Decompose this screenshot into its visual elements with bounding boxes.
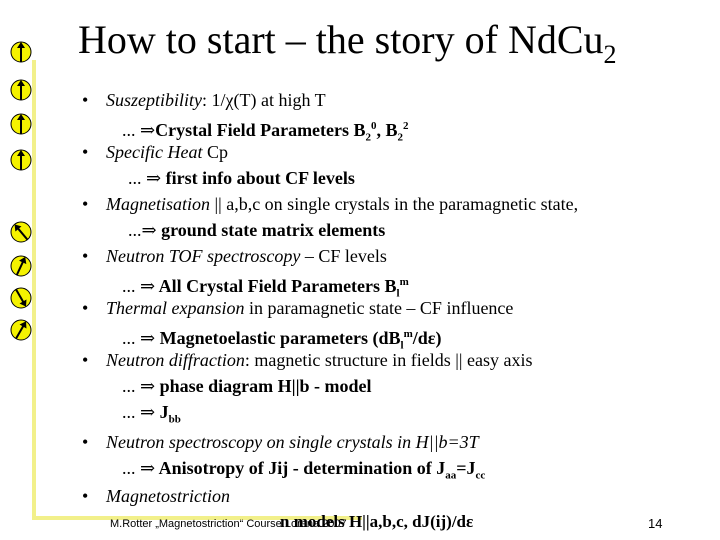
- bullet: •: [82, 298, 89, 318]
- item-specific-heat: [106, 142, 228, 162]
- result-sup: 0: [371, 120, 377, 132]
- bullet: •: [82, 246, 89, 266]
- item-neutron-diffraction: [106, 350, 532, 370]
- item-label: Neutron spectroscopy on single crystals in H||b=3T: [106, 432, 479, 452]
- arrow-tilt-left-icon: [10, 218, 32, 246]
- implies-prefix: ... ⇒: [122, 402, 156, 422]
- result-sup: 2: [403, 120, 409, 132]
- title-subscript: 2: [603, 40, 617, 69]
- implies-prefix: ... ⇒: [122, 120, 156, 140]
- result-text: phase diagram H||b - model: [155, 376, 372, 396]
- result-sub: l: [396, 287, 400, 300]
- bullet: •: [82, 142, 89, 162]
- bullet: •: [82, 486, 89, 506]
- result-sub: 2: [397, 131, 404, 144]
- result-sub: bb: [168, 413, 181, 426]
- bullet: •: [82, 350, 89, 370]
- item-neutron-tof: [106, 246, 387, 266]
- item-label: Suszeptibility: [106, 90, 202, 110]
- item-text: in paramagnetic state – CF influence: [244, 298, 514, 318]
- arrow-up-icon: [10, 76, 32, 104]
- result-text: first info about CF levels: [161, 168, 355, 188]
- item-thermal-expansion: [106, 298, 513, 318]
- result-text: All Crystal Field Parameters B: [155, 276, 397, 296]
- item-neutron-diffraction-result: [122, 376, 372, 396]
- result-text: J: [155, 402, 169, 422]
- item-text: : magnetic structure in fields || easy axis: [244, 350, 533, 370]
- implies-prefix: ... ⇒: [122, 458, 156, 478]
- result-text: =J: [456, 458, 476, 478]
- bullet: •: [82, 432, 89, 452]
- arrow-up-icon: [10, 38, 32, 66]
- arrow-tilt-right-icon: [10, 252, 32, 280]
- result-text: /dε): [412, 328, 442, 348]
- result-text: ground state matrix elements: [156, 220, 386, 240]
- result-text: Crystal Field Parameters B: [155, 120, 366, 140]
- item-text: Cp: [202, 142, 228, 162]
- arrow-tilt-right-icon: [10, 316, 32, 344]
- item-magnetisation-result: [128, 220, 385, 240]
- result-sub: l: [400, 339, 404, 352]
- result-text: Anisotropy of Jij - determination of J: [155, 458, 446, 478]
- result-sub: aa: [445, 469, 457, 482]
- bullet: •: [82, 194, 89, 214]
- item-magnetisation: [106, 194, 578, 214]
- page-number: 14: [648, 516, 663, 531]
- result-sub: 2: [365, 131, 372, 144]
- item-text: || a,b,c on single crystals in the paramagnetic state,: [210, 194, 579, 214]
- implies-prefix: ... ⇒: [122, 276, 156, 296]
- title-text: How to start – the story of NdCu: [78, 17, 604, 62]
- item-specific-heat-result: [128, 168, 355, 188]
- item-label: Neutron diffraction: [106, 350, 245, 370]
- result-text: Magnetoelastic parameters (dB: [155, 328, 401, 348]
- item-label: Magnetostriction: [106, 486, 230, 506]
- item-label: Specific Heat: [106, 142, 203, 162]
- arrow-up-icon: [10, 146, 32, 174]
- result-sup: m: [399, 276, 409, 288]
- bullet: •: [82, 90, 89, 110]
- item-label: Magnetisation: [106, 194, 210, 214]
- item-neutron-spectroscopy-result: [122, 458, 485, 486]
- result-sub: cc: [475, 469, 486, 482]
- item-label: Neutron TOF spectroscopy: [106, 246, 301, 266]
- item-magnetostriction: [106, 486, 230, 506]
- item-label: Thermal expansion: [106, 298, 245, 318]
- item-neutron-spectroscopy: [106, 432, 479, 452]
- implies-prefix: ... ⇒: [122, 328, 156, 348]
- implies-prefix: ... ⇒: [128, 168, 162, 188]
- item-susceptibility: [106, 90, 326, 110]
- implies-prefix: ... ⇒: [122, 376, 156, 396]
- item-text: : 1/χ(T) at high T: [202, 90, 326, 110]
- result-text: , B: [376, 120, 398, 140]
- footer-text: M.Rotter „Magnetostriction“ Course Lorena 2007: [110, 518, 347, 530]
- item-neutron-diffraction-result-2: [122, 402, 181, 430]
- item-text: – CF levels: [300, 246, 387, 266]
- overflow-text: n models H||a,b,c, dJ(ij)/dε: [280, 512, 474, 531]
- result-sup: m: [403, 328, 413, 340]
- left-frame-line: [32, 60, 36, 520]
- arrow-tilt-down-right-icon: [10, 284, 32, 312]
- slide-title: [78, 18, 617, 70]
- implies-prefix: ...⇒: [128, 220, 157, 240]
- arrow-up-icon: [10, 110, 32, 138]
